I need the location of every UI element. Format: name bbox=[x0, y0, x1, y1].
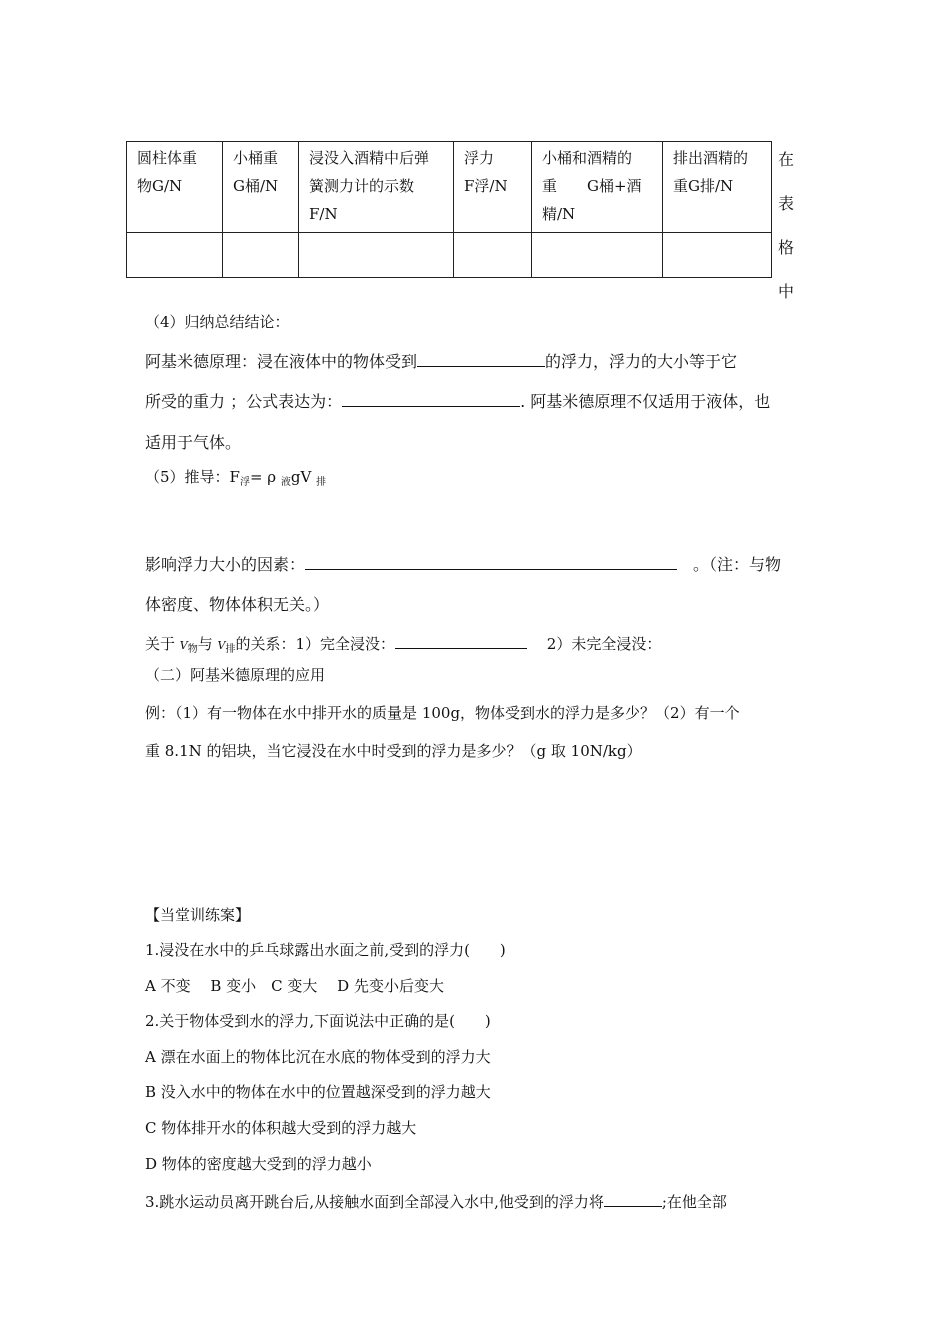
header-cell-displaced: 排出酒精的 重G排/N bbox=[663, 142, 772, 233]
fill-blank[interactable] bbox=[342, 388, 520, 407]
side-text: 在 表 格 中 bbox=[778, 150, 795, 301]
factors-line-1: 影响浮力大小的因素： 。（注：与物 bbox=[145, 551, 781, 575]
section-4-title: （4）归纳总结结论： bbox=[145, 313, 290, 331]
fill-blank[interactable] bbox=[604, 1188, 662, 1207]
question-2-option-c: C 物体排开水的体积越大受到的浮力越大 bbox=[145, 1119, 417, 1137]
header-cell-buoyancy: 浮力 F浮/N bbox=[454, 142, 532, 233]
header-cell-bucket: 小桶重 G桶/N bbox=[223, 142, 299, 233]
header-cell-reading: 浸没入酒精中后弹 簧测力计的示数 F/N bbox=[299, 142, 454, 233]
table-cell bbox=[223, 233, 299, 278]
table-row bbox=[127, 233, 772, 278]
volume-relation-line: 关于 $V_物$与 $V_排$的关系：1）完全浸没： 2）未完全浸没： bbox=[145, 630, 661, 655]
table-header-row bbox=[127, 142, 772, 233]
header-cell-bucket-alcohol: 小桶和酒精的 重 G桶+酒 精/N bbox=[532, 142, 663, 233]
archimedes-line-2: 所受的重力 ；公式表达为： . 阿基米德原理不仅适用于液体，也 bbox=[145, 388, 770, 412]
table-cell bbox=[454, 233, 532, 278]
table-cell bbox=[299, 233, 454, 278]
fill-blank[interactable] bbox=[305, 551, 677, 570]
practice-title: 【当堂训练案】 bbox=[145, 906, 251, 924]
example-line-2: 重 8.1N 的铝块，当它浸没在水中时受到的浮力是多少？（g 取 10N/kg） bbox=[145, 742, 642, 760]
application-title: （二）阿基米德原理的应用 bbox=[145, 666, 326, 684]
question-1-options: A 不变 B 变小 C 变大 D 先变小后变大 bbox=[145, 977, 444, 995]
question-3: 3.跳水运动员离开跳台后,从接触水面到全部浸入水中,他受到的浮力将 ;在他全部 bbox=[145, 1188, 727, 1212]
question-2-option-b: B 没入水中的物体在水中的位置越深受到的浮力越大 bbox=[145, 1083, 491, 1101]
fill-blank[interactable] bbox=[395, 630, 527, 649]
fill-blank[interactable] bbox=[417, 348, 545, 367]
archimedes-line-3: 适用于气体。 bbox=[145, 433, 242, 452]
table-cell bbox=[127, 233, 223, 278]
header-cell-weight: 圆柱体重 物G/N bbox=[127, 142, 223, 233]
example-line-1: 例：（1）有一物体在水中排开水的质量是 100g，物体受到水的浮力是多少？（2）有一个 bbox=[145, 704, 740, 722]
derivation-line: （5）推导：$F_浮= \rho$ $_液$gV $_排$ bbox=[145, 468, 327, 488]
experiment-table bbox=[126, 141, 772, 278]
factors-line-2: 体密度、物体体积无关。） bbox=[145, 595, 330, 614]
question-2-option-a: A 漂在水面上的物体比沉在水底的物体受到的浮力大 bbox=[145, 1048, 491, 1066]
table-cell bbox=[532, 233, 663, 278]
table-cell bbox=[663, 233, 772, 278]
question-2: 2.关于物体受到水的浮力,下面说法中正确的是( ) bbox=[145, 1012, 491, 1030]
question-1: 1.浸没在水中的乒乓球露出水面之前,受到的浮力( ) bbox=[145, 941, 506, 959]
question-2-option-d: D 物体的密度越大受到的浮力越小 bbox=[145, 1155, 372, 1173]
archimedes-line-1: 阿基米德原理：浸在液体中的物体受到 的浮力，浮力的大小等于它 bbox=[145, 348, 737, 372]
